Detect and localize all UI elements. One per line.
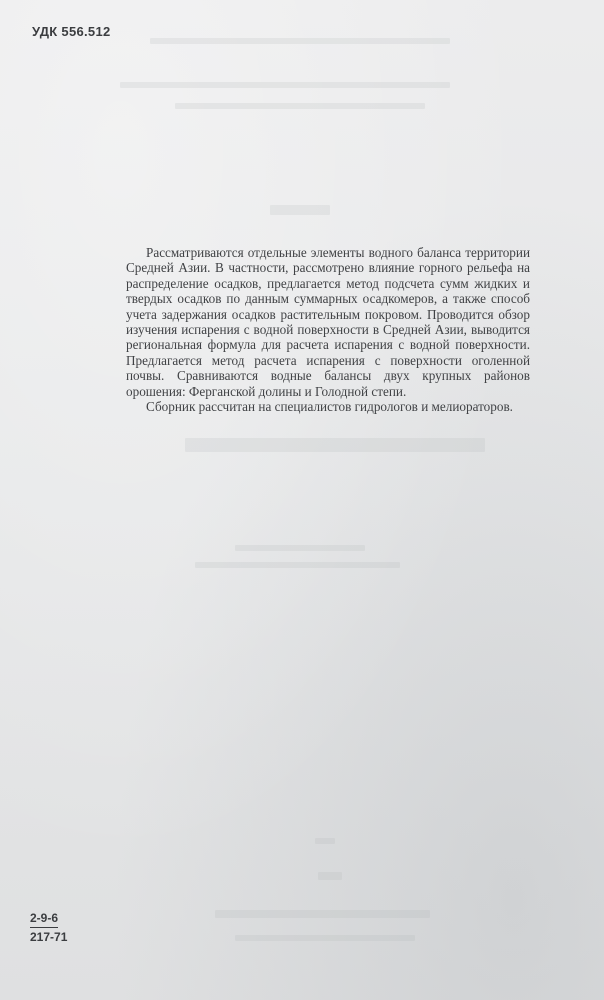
abstract-paragraph: Рассматриваются отдельные элементы водного баланса территории Средней Азии. В частности, рассмотрено влияние горного рельефа на распределение осадков, предлагается метод подсчета сумм жидких и твердых осадков по данным суммарных осадкомеров, а также способ учета задержания осадков растительным покровом. Проводится обзор изучения испарения с водной поверхности в Средней Азии, выводится региональная формула для расчета испарения с водной поверхности. Предлагается метод расчета испарения с поверхности оголенной почвы. Сравниваются водные балансы двух крупных районов орошения: Ферганской долины и Голодной степи.: [126, 245, 530, 399]
show-through-mark: [235, 935, 415, 941]
udk-code: УДК 556.512: [32, 24, 111, 39]
show-through-mark: [175, 103, 425, 109]
show-through-mark: [185, 438, 485, 452]
show-through-mark: [215, 910, 430, 918]
show-through-mark: [120, 82, 450, 88]
audience-paragraph: Сборник рассчитан на специалистов гидрологов и мелиораторов.: [146, 399, 513, 415]
show-through-mark: [270, 205, 330, 215]
code-denominator: 217-71: [30, 930, 68, 944]
show-through-mark: [235, 545, 365, 551]
publication-codes: [30, 910, 67, 945]
show-through-mark: [318, 872, 342, 880]
abstract-text: [126, 245, 530, 414]
code-numerator: 2-9-6: [30, 910, 58, 928]
show-through-mark: [315, 838, 335, 844]
show-through-mark: [150, 38, 450, 44]
show-through-mark: [195, 562, 400, 568]
